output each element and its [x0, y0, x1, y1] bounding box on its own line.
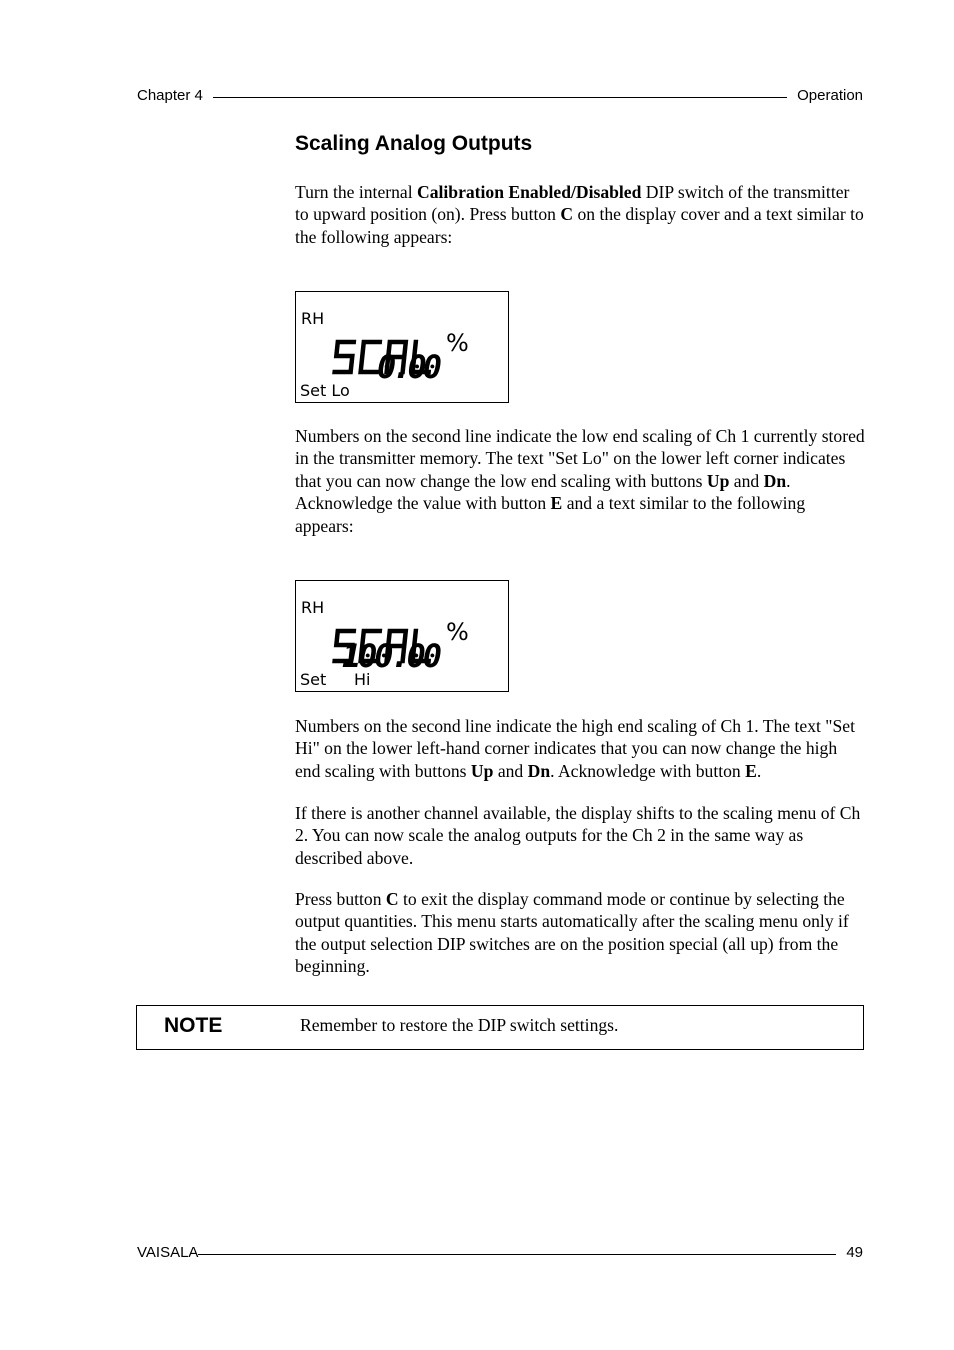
note-label: NOTE — [164, 1014, 223, 1037]
paragraph-high-end: Numbers on the second line indicate the high end scaling of Ch 1. The text "Set Hi" on the lower left-hand corner indicates that you can now change the high end scaling with buttons Up and Dn. Acknowledge with button E. — [295, 716, 855, 781]
lcd-display-set-hi — [295, 580, 509, 692]
section-title: Scaling Analog Outputs — [295, 132, 533, 155]
paragraph-exit: Press button C to exit the display command mode or continue by selecting the output quantities. This menu starts automatically after the scaling menu only if the output selection DIP switches are on the position special (all up) from the beginning. — [295, 889, 849, 977]
paragraph-low-end: Numbers on the second line indicate the low end scaling of Ch 1 currently stored in the transmitter memory. The text "Set Lo" on the lower left corner indicates that you can now change the low end scaling with buttons Up and Dn. Acknowledge the value with button E and a text similar to the following appears: — [295, 426, 865, 536]
header-rule — [213, 96, 787, 98]
page-header — [137, 87, 863, 104]
lcd-hi-label: Hi — [354, 670, 371, 689]
lcd-percent-symbol: % — [446, 329, 469, 357]
lcd-display-set-lo-graphic — [296, 292, 508, 402]
paragraph-intro: Turn the internal Calibration Enabled/Disabled DIP switch of the transmitter to upward position (on). Press button C on the display cover and a text similar to the following appears: — [295, 182, 864, 247]
lcd-display-set-lo — [295, 291, 509, 403]
footer-company: VAISALA — [137, 1244, 199, 1261]
lcd-value: 100.00 — [342, 637, 442, 675]
note-box — [136, 1005, 864, 1050]
lcd-percent-symbol: % — [446, 618, 469, 646]
lcd-set-label: Set Lo — [300, 381, 350, 400]
page-number: 49 — [846, 1244, 863, 1261]
lcd-value: 0.00 — [377, 348, 442, 386]
lcd-display-set-hi-graphic — [296, 581, 508, 691]
lcd-set-label: Set — [300, 670, 327, 689]
lcd-unit-label: RH — [301, 309, 325, 328]
paragraph-channel-2: If there is another channel available, the display shifts to the scaling menu of Ch 2. You can now scale the analog outputs for the Ch 2 in the same way as described above. — [295, 803, 861, 868]
note-text: Remember to restore the DIP switch settings. — [300, 1015, 619, 1035]
page-footer — [137, 1244, 863, 1261]
header-chapter: Chapter 4 — [137, 87, 203, 104]
header-section: Operation — [797, 87, 863, 104]
footer-rule — [198, 1253, 836, 1255]
lcd-unit-label: RH — [301, 598, 325, 617]
